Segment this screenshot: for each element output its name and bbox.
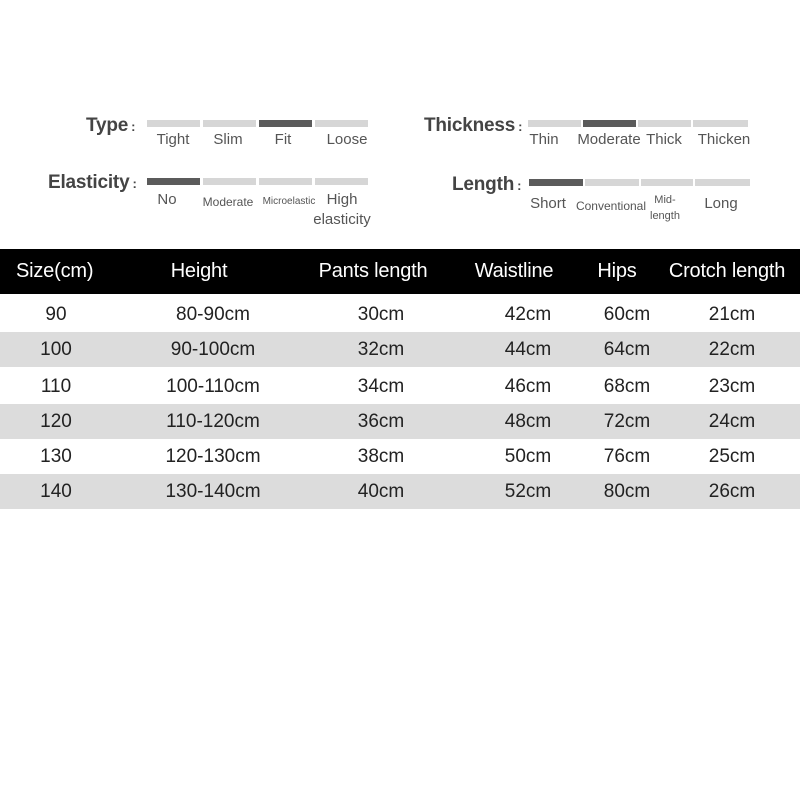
cell-height: 80-90cm — [176, 304, 250, 325]
table-row — [0, 404, 800, 439]
cell-waistline: 48cm — [504, 411, 552, 432]
header-height: Height — [170, 260, 228, 282]
length-option-long: Long — [704, 195, 738, 212]
cell-pants-length: 40cm — [357, 481, 405, 502]
thickness-option-thicken: Thicken — [697, 131, 751, 148]
table-row — [0, 474, 800, 509]
cell-size: 100 — [40, 339, 72, 360]
length-option-mid-length: Mid-length — [650, 194, 680, 222]
length-option-short: Short — [530, 195, 566, 212]
elasticity-option-high: High elasticity — [313, 191, 371, 228]
table-row — [0, 439, 800, 474]
cell-hips: 64cm — [603, 339, 651, 360]
type-bar-tight — [147, 120, 200, 127]
cell-pants-length: 34cm — [357, 376, 405, 397]
cell-pants-length: 38cm — [357, 446, 405, 467]
cell-height: 90-100cm — [170, 339, 256, 360]
type-bar-fit — [259, 120, 312, 127]
cell-pants-length: 36cm — [357, 411, 405, 432]
thickness-option-thin: Thin — [529, 131, 559, 148]
thickness-bar-moderate — [583, 120, 636, 127]
cell-crotch-length: 22cm — [708, 339, 756, 360]
cell-crotch-length: 24cm — [708, 411, 756, 432]
cell-waistline: 42cm — [504, 304, 552, 325]
cell-height: 100-110cm — [166, 376, 260, 397]
cell-height: 120-130cm — [165, 446, 261, 467]
elasticity-option-microelastic: Microelastic — [262, 196, 316, 207]
cell-hips: 72cm — [603, 411, 651, 432]
elasticity-bar-microelastic — [259, 178, 312, 185]
cell-crotch-length: 25cm — [708, 446, 756, 467]
thickness-bar-thicken — [693, 120, 748, 127]
cell-crotch-length: 23cm — [708, 376, 756, 397]
table-row — [0, 369, 800, 404]
cell-hips: 60cm — [603, 304, 651, 325]
type-option-fit: Fit — [274, 131, 292, 148]
cell-waistline: 50cm — [504, 446, 552, 467]
length-bar-conventional — [585, 179, 639, 186]
cell-size: 140 — [40, 481, 72, 502]
thickness-option-moderate: Moderate — [577, 131, 641, 148]
thickness-option-thick: Thick — [646, 131, 682, 148]
type-option-loose: Loose — [326, 131, 368, 148]
size-table — [0, 249, 800, 509]
cell-hips: 76cm — [603, 446, 651, 467]
cell-waistline: 52cm — [504, 481, 552, 502]
cell-crotch-length: 21cm — [708, 304, 756, 325]
type-bar-loose — [315, 120, 368, 127]
thickness-bar-thick — [638, 120, 691, 127]
header-waistline: Waistline — [474, 260, 554, 282]
cell-size: 130 — [40, 446, 72, 467]
length-bar-mid-length — [641, 179, 693, 186]
cell-height: 130-140cm — [165, 481, 261, 502]
cell-waistline: 46cm — [504, 376, 552, 397]
header-crotch-length: Crotch length — [668, 260, 786, 282]
type-bar-slim — [203, 120, 256, 127]
table-header — [0, 249, 800, 294]
header-hips: Hips — [597, 260, 637, 282]
type-option-tight: Tight — [156, 131, 190, 148]
type-label: Type : — [86, 115, 136, 136]
cell-hips: 80cm — [603, 481, 651, 502]
cell-pants-length: 30cm — [357, 304, 405, 325]
type-option-slim: Slim — [213, 131, 243, 148]
elasticity-bar-high — [315, 178, 368, 185]
elasticity-bar-moderate — [203, 178, 256, 185]
elasticity-option-moderate: Moderate — [202, 195, 254, 209]
cell-size: 90 — [45, 304, 67, 325]
header-pants-length: Pants length — [318, 260, 428, 282]
length-bar-short — [529, 179, 583, 186]
cell-size: 110 — [40, 376, 72, 397]
cell-pants-length: 32cm — [357, 339, 405, 360]
elasticity-option-no: No — [157, 191, 177, 208]
elasticity-label: Elasticity : — [48, 172, 137, 193]
thickness-bar-thin — [528, 120, 581, 127]
table-row — [0, 332, 800, 367]
thickness-label: Thickness : — [424, 115, 523, 136]
cell-crotch-length: 26cm — [708, 481, 756, 502]
length-bar-long — [695, 179, 750, 186]
cell-hips: 68cm — [603, 376, 651, 397]
cell-waistline: 44cm — [504, 339, 552, 360]
header-size: Size(cm) — [16, 260, 94, 282]
table-row — [0, 297, 800, 332]
length-option-conventional: Conventional — [575, 199, 647, 213]
cell-height: 110-120cm — [166, 411, 260, 432]
elasticity-bar-no — [147, 178, 200, 185]
length-label: Length : — [452, 174, 522, 195]
cell-size: 120 — [40, 411, 72, 432]
